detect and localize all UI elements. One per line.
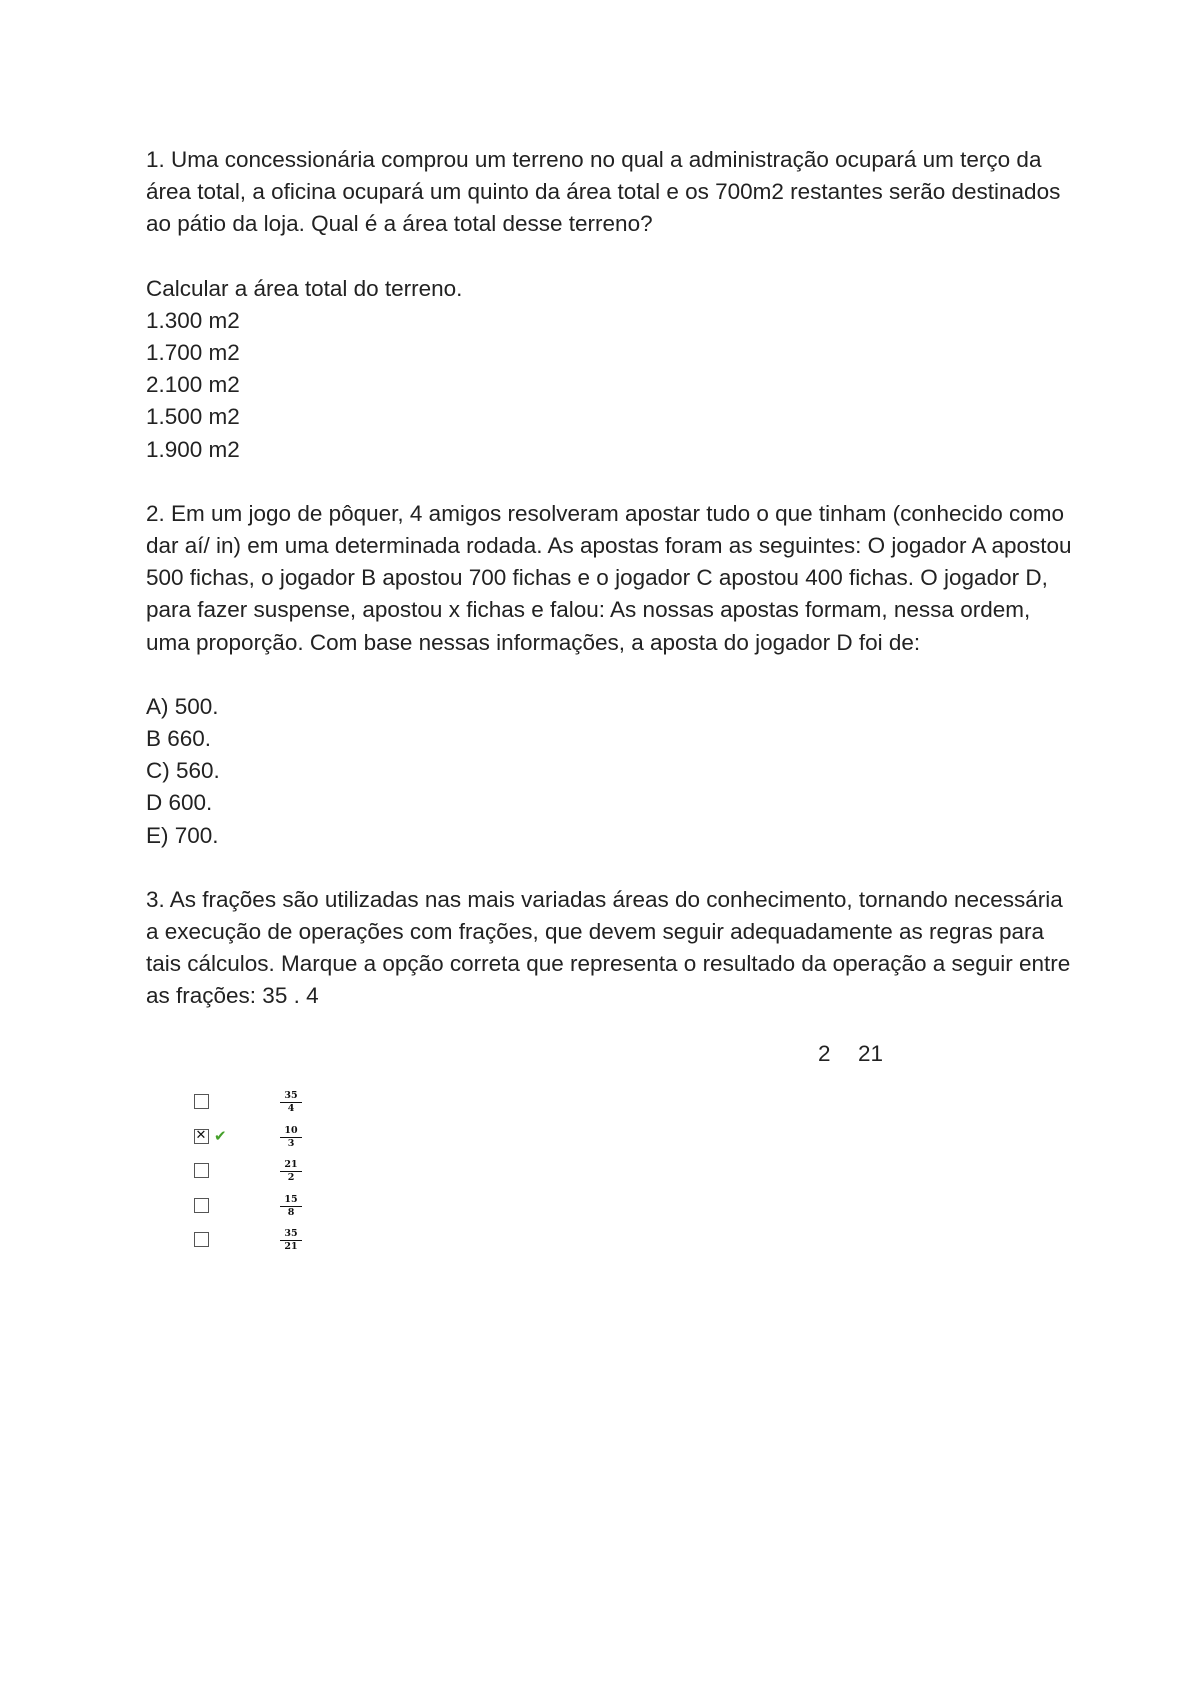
fraction-denominator: 8 — [287, 1206, 295, 1218]
fraction — [280, 1125, 302, 1149]
answer-option[interactable] — [190, 1193, 330, 1233]
checkbox-icon[interactable] — [194, 1094, 209, 1109]
document-content — [146, 144, 1076, 1013]
question-1-text: 1. Uma concessionária comprou um terreno no qual a administração ocupará um terço da área total, a oficina ocupará um quinto da área total e os 700m2 restantes serão destinados ao pátio da loja. Qual é a área total desse terreno? — [146, 147, 1061, 237]
checkbox-icon[interactable] — [194, 1198, 209, 1213]
question-2-text: 2. Em um jogo de pôquer, 4 amigos resolveram apostar tudo o que tinham (conhecido como dar aí/ in) em uma determinada rodada. As apostas foram as seguintes: O jogador A apostou 500 fichas, o jogador B apostou 700 fichas e o jogador C apostou 400 fichas. O jogador D, para fazer suspense, apostou x fichas e falou: As nossas apostas formam, nessa ordem, uma proporção. Com base nessas informações, a aposta do jogador D foi de: — [146, 500, 1072, 655]
fraction — [280, 1194, 302, 1218]
question-2-option: B 660. — [146, 726, 212, 752]
question-3-options — [190, 1090, 330, 1267]
question-2-option: E) 700. — [146, 822, 219, 848]
fraction-denominator: 4 — [287, 1103, 295, 1114]
fraction-denominator: 3 — [287, 1137, 295, 1149]
question-2-option: A) 500. — [146, 693, 219, 719]
fraction — [280, 1090, 302, 1114]
fraction-numerator: 21 — [280, 1159, 302, 1172]
denominator-2: 21 — [858, 1041, 884, 1066]
fraction — [280, 1159, 302, 1183]
answer-option-selected[interactable] — [190, 1124, 330, 1164]
question-1-option: 1.900 m2 — [146, 436, 240, 462]
answer-option[interactable] — [190, 1159, 330, 1198]
fraction-numerator: 35 — [280, 1228, 302, 1241]
checkbox-icon[interactable] — [194, 1163, 209, 1178]
question-1-option: 1.500 m2 — [146, 404, 240, 430]
question-2-option: C) 560. — [146, 758, 220, 784]
question-3-text: 3. As frações são utilizadas nas mais variadas áreas do conhecimento, tornando necessária a execução de operações com frações, que devem seguir adequadamente as regras para tais cálculos. Marque a opção correta que representa o resultado da operação a seguir entre as frações: 35 . 4 — [146, 886, 1071, 1009]
fraction — [280, 1228, 302, 1252]
checkbox-icon[interactable] — [194, 1232, 209, 1247]
question-1-prompt: Calcular a área total do terreno. — [146, 275, 463, 301]
question-1-option: 2.100 m2 — [146, 372, 240, 398]
fraction-numerator: 35 — [280, 1090, 302, 1103]
fraction-denominator: 21 — [284, 1241, 298, 1252]
fraction-numerator: 15 — [280, 1194, 302, 1207]
question-1-option: 1.700 m2 — [146, 340, 240, 366]
denominator-1: 2 — [818, 1041, 831, 1066]
fraction-numerator: 10 — [280, 1125, 302, 1138]
fraction-denominator: 2 — [287, 1172, 295, 1183]
question-2-option: D 600. — [146, 790, 213, 816]
answer-option[interactable] — [190, 1228, 330, 1267]
question-1-option: 1.300 m2 — [146, 307, 240, 333]
answer-option[interactable] — [190, 1090, 330, 1129]
check-mark-icon: ✔ — [214, 1127, 227, 1145]
checked-checkbox-icon[interactable] — [194, 1129, 209, 1144]
